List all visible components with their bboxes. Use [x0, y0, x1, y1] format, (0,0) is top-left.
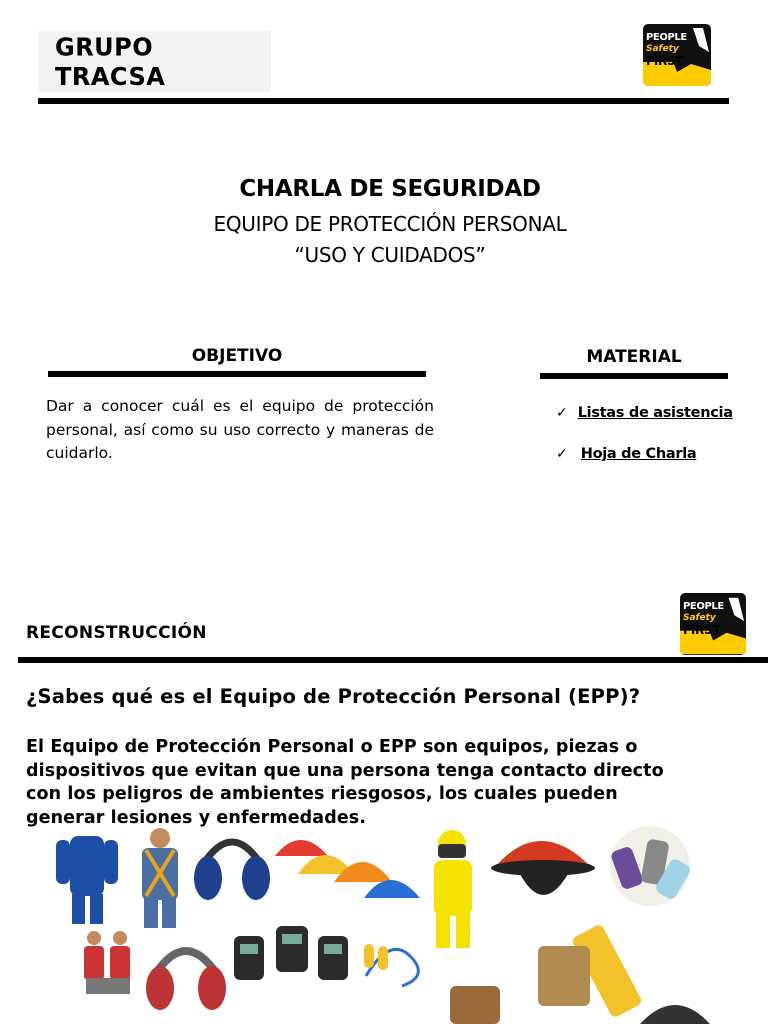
logo-line-1: PEOPLE — [683, 601, 724, 612]
red-earmuffs-icon — [146, 951, 226, 1010]
objetivo-text: Dar a conocer cuál es el equipo de protección personal, así como su uso correcto y maneras de cuidarlo. — [46, 397, 434, 462]
earmuffs-icon — [194, 842, 270, 900]
material-item-label: Listas de asistencia — [577, 405, 733, 421]
section-question: ¿Sabes qué es el Equipo de Protección Personal (EPP)? — [26, 685, 641, 708]
turnout-gear-icon — [450, 946, 710, 1024]
workers-icon — [84, 931, 130, 994]
people-safety-first-logo-small — [680, 593, 746, 655]
objetivo-heading: OBJETIVO — [191, 346, 283, 366]
page-title: CHARLA DE SEGURIDAD — [239, 176, 541, 202]
hard-hats-icon — [275, 840, 420, 898]
people-safety-first-logo — [643, 24, 711, 86]
material-heading: MATERIAL — [586, 347, 682, 367]
logo-line-2: Safety — [646, 44, 679, 54]
coverall-icon — [56, 836, 118, 924]
objetivo-rule — [48, 371, 426, 377]
material-item-label: Hoja de Charla — [580, 446, 697, 462]
ppe-collage-image — [50, 826, 760, 1024]
header-rule — [38, 98, 729, 104]
logo-line-1: PEOPLE — [646, 32, 687, 43]
logo-line-3: FIRST — [683, 623, 721, 637]
logo-line-2: Safety — [683, 613, 716, 623]
material-rule — [540, 373, 728, 379]
brand-box — [38, 31, 271, 92]
safety-harness-icon — [142, 828, 178, 928]
page-subtitle: EQUIPO DE PROTECCIÓN PERSONAL — [213, 212, 567, 236]
earplugs-icon — [364, 944, 418, 986]
material-item-hoja — [556, 446, 696, 462]
brand-name: GRUPO TRACSA — [55, 32, 166, 91]
section-rule — [18, 657, 768, 663]
check-icon: ✓ — [556, 405, 568, 421]
check-icon: ✓ — [556, 446, 568, 462]
section-paragraph: El Equipo de Protección Personal o EPP son equipos, piezas o dispositivos que evitan que una persona tenga contacto directo con los peligros de ambientes riesgosos, los cuales pueden generar lesiones y enfermedades. — [26, 737, 664, 828]
gloves-icon — [610, 826, 692, 906]
page-subtitle-2: “USO Y CUIDADOS” — [294, 243, 486, 267]
gas-detectors-icon — [234, 926, 348, 980]
section-heading: RECONSTRUCCIÓN — [26, 623, 207, 643]
firefighter-helmet-icon — [491, 841, 595, 895]
material-item-listas — [556, 405, 733, 421]
logo-line-3: FIRST — [646, 54, 684, 68]
hazmat-suit-icon — [434, 830, 472, 948]
